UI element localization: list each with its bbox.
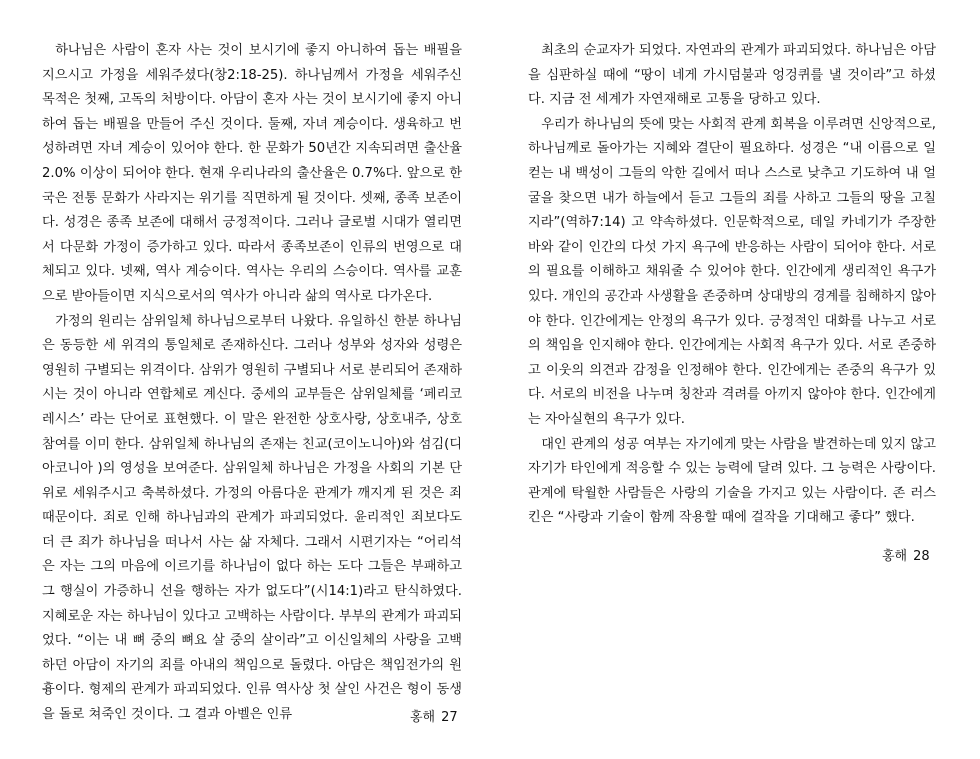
left-page-footer: [410, 706, 458, 725]
right-page-number: 28: [913, 549, 930, 564]
right-page-body: [528, 39, 936, 531]
left-page-number: 27: [441, 710, 458, 725]
left-footer-title: 홍해: [410, 710, 436, 725]
left-paragraph-1: 하나님은 사람이 혼자 사는 것이 보시기에 좋지 아니하여 돕는 배필을 지으시고 가정을 세워주셨다(창2:18-25). 하나님께서 가정을 세워주신 목적은 첫째, 고독의 처방이다. 아담이 혼자 사는 것이 보시기에 좋지 아니하여 돕는 배필을 만들어 주신 것이다. 둘째, 자녀 계승이다. 생육하고 번성하려면 자녀 계승이 있어야 한다. 한 문화가 50년간 지속되려면 출산율 2.0% 이상이 되어야 한다. 현재 우리나라의 출산율은 0.7%다. 앞으로 한국은 전통 문화가 사라지는 위기를 직면하게 될 것이다. 셋째, 종족 보존이다. 성경은 종족 보존에 대해서 긍정적이다. 그러나 글로벌 시대가 열리면서 다문화 가정이 증가하고 있다. 따라서 종족보존이 인류의 번영으로 대체되고 있다. 넷째, 역사 계승이다. 역사는 우리의 스승이다. 역사를 교훈으로 받아들이면 지식으로서의 역사가 아니라 삶의 역사로 다가온다.: [42, 43, 462, 304]
right-paragraph-3: 대인 관계의 성공 여부는 자기에게 맞는 사람을 발견하는데 있지 않고 자기가 타인에게 적응할 수 있는 능력에 달려 있다. 그 능력은 사랑이다. 관계에 탁월한 사람들은 사랑의 기술을 가지고 있는 사람이다. 존 러스킨은 “사랑과 기술이 함께 작용할 때에 걸작을 기대해고 좋다” 했다.: [528, 436, 936, 526]
right-paragraph-2: 우리가 하나님의 뜻에 맞는 사회적 관계 회복을 이루려면 신앙적으로, 하나님께로 돌아가는 지혜와 결단이 필요하다. 성경은 “내 이름으로 일컫는 내 백성이 그들의 악한 길에서 떠나 스스로 낮추고 기도하여 내 얼굴을 찾으면 내가 하늘에서 듣고 그들의 죄를 사하고 그들의 땅을 고칠지라”(역하7:14) 고 약속하셨다. 인문학적으로, 데일 카네기가 주장한 바와 같이 인간의 다섯 가지 욕구에 반응하는 사람이 되어야 한다. 서로의 필요를 이해하고 채워줄 수 있어야 한다. 인간에게 생리적인 욕구가 있다. 개인의 공간과 사생활을 존중하며 상대방의 경계를 침해하지 않아야 한다. 인간에게는 안정의 욕구가 있다. 긍정적인 대화를 나누고 서로의 책임을 인지해야 한다. 인간에게는 사회적 욕구가 있다. 서로 존중하고 이웃의 의견과 감정을 인정해야 한다. 인간에게는 존중의 욕구가 있다. 서로의 비전을 나누며 칭찬과 격려를 아끼지 않아야 한다. 인간에게는 자아실현의 욕구가 있다.: [528, 116, 936, 427]
right-page: [490, 0, 980, 759]
right-page-footer: [882, 545, 930, 564]
left-page-body: [42, 39, 462, 728]
right-footer-title: 홍해: [882, 549, 908, 564]
right-paragraph-1: 최초의 순교자가 되었다. 자연과의 관계가 파괴되었다. 하나님은 아담을 심판하실 때에 “땅이 네게 가시덤불과 엉겅퀴를 낼 것이라”고 하셨다. 지금 전 세계가 자연재해로 고통을 당하고 있다.: [528, 43, 936, 108]
left-paragraph-2: 가정의 원리는 삼위일체 하나님으로부터 나왔다. 유일하신 한분 하나님은 동등한 세 위격의 통일체로 존재하신다. 그러나 성부와 성자와 성령은 영원히 구별되는 위격이다. 삼위가 영원히 구별되나 서로 분리되어 존재하시는 것이 아니라 연합체로 계신다. 중세의 교부들은 삼위일체를 ‘페리코레시스’ 라는 단어로 표현했다. 이 말은 완전한 상호사랑, 상호내주, 상호참여를 이미 한다. 삼위일체 하나님의 존재는 친교(코이노니아)와 섬김(디아코니아 )의 영성을 보여준다. 삼위일체 하나님은 가정을 사회의 기본 단위로 세워주시고 축복하셨다. 가정의 아름다운 관계가 깨지게 된 것은 죄 때문이다. 죄로 인해 하나님과의 관계가 파괴되었다. 윤리적인 죄보다도 더 큰 죄가 하나님을 떠나서 사는 삶 자체다. 그래서 시편기자는 “어리석은 자는 그의 마음에 이르기를 하나님이 없다 하는 도다 그들은 부패하고 그 행실이 가증하니 선을 행하는 자가 없도다”(시14:1)라고 탄식하였다. 지혜로운 자는 하나님이 있다고 고백하는 사람이다. 부부의 관계가 파괴되었다. “이는 내 뼈 중의 뼈요 살 중의 살이라”고 이신일체의 사랑을 고백하던 아담이 자기의 죄를 아내의 책임으로 돌렸다. 아담은 책임전가의 원흉이다. 형제의 관계가 파괴되었다. 인류 역사상 첫 살인 사건은 형이 동생을 돌로 쳐죽인 것이다. 그 결과 아벨은 인류: [42, 313, 462, 723]
